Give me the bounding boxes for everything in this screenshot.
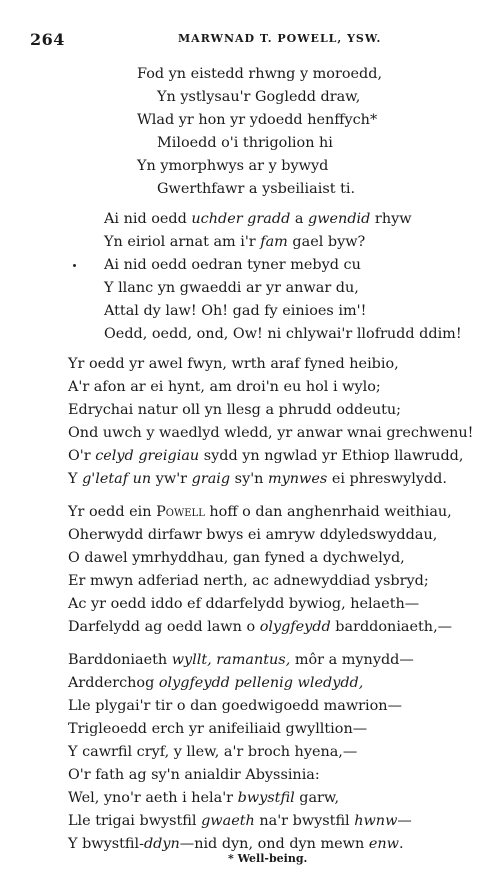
stanza2-line5: Attal dy law! Oh! gad fy einioes im'!: [104, 303, 367, 319]
stanza3-line3: Edrychai natur oll yn llesg a phrudd oddeutu;: [68, 402, 402, 418]
stanza1-line3: Wlad yr hon yr ydoedd henffych*: [137, 112, 378, 128]
stanza5-line8: Lle trigai bwystfil gwaeth na'r bwystfil hwnw—: [68, 813, 412, 829]
stanza2-line4: Y llanc yn gwaeddi ar yr anwar du,: [104, 280, 359, 296]
stanza4-line1: Yr oedd ein Powell hoff o dan anghenrhaid weithiau,: [68, 504, 452, 520]
stanza5-line3: Lle plygai'r tir o dan goedwigoedd mawrion—: [68, 698, 402, 714]
running-title: MARWNAD T. POWELL, YSW.: [178, 32, 382, 45]
stanza1-line1: Fod yn eistedd rhwng y moroedd,: [137, 66, 383, 82]
stanza2-line1: Ai nid oedd uchder gradd a gwendid rhyw: [104, 211, 412, 227]
stanza3-line6: Y g'letaf un yw'r graig sy'n mynwes ei phreswylydd.: [68, 471, 447, 487]
stanza2-line3: Ai nid oedd oedran tyner mebyd cu: [104, 257, 361, 273]
stanza5-line6: O'r fath ag sy'n anialdir Abyssinia:: [68, 767, 320, 783]
stanza3-line4: Ond uwch y waedlyd wledd, yr anwar wnai grechwenu!: [68, 425, 474, 441]
stanza3-line2: A'r afon ar ei hynt, am droi'n eu hol i wylo;: [68, 379, 381, 395]
stanza4-line6: Darfelydd ag oedd lawn o olygfeydd barddoniaeth,—: [68, 619, 453, 635]
stanza3-line5: O'r celyd greigiau sydd yn ngwlad yr Ethiop llawrudd,: [68, 448, 464, 464]
stanza1-line2: Yn ystlysau'r Gogledd draw,: [157, 89, 361, 105]
ink-speck: [73, 264, 76, 267]
stanza4-line3: O dawel ymrhyddhau, gan fyned a dychwelyd,: [68, 550, 405, 566]
stanza3-line1: Yr oedd yr awel fwyn, wrth araf fyned heibio,: [68, 356, 399, 372]
stanza2-line6: Oedd, oedd, ond, Ow! ni chlywai'r llofrudd ddim!: [104, 326, 462, 342]
stanza2-line2: Yn eiriol arnat am i'r fam gael byw?: [104, 234, 366, 250]
stanza5-line1: Barddoniaeth wyllt, ramantus, môr a mynydd—: [68, 652, 414, 668]
stanza1-line5: Yn ymorphwys ar y bywyd: [137, 158, 329, 174]
page-header: [30, 30, 450, 50]
stanza4-line4: Er mwyn adferiad nerth, ac adnewyddiad ysbryd;: [68, 573, 429, 589]
stanza5-line4: Trigleoedd erch yr anifeiliaid gwylltion—: [68, 721, 368, 737]
stanza4-line5: Ac yr oedd iddo ef ddarfelydd bywiog, helaeth—: [68, 596, 420, 612]
stanza5-line9: Y bwystfil-ddyn—nid dyn, ond dyn mewn enw.: [68, 836, 404, 852]
stanza1-line6: Gwerthfawr a ysbeiliaist ti.: [157, 181, 356, 197]
footnote: * Well-being.: [228, 852, 308, 865]
stanza4-line2: Oherwydd dirfawr bwys ei amryw ddyledswyddau,: [68, 527, 438, 543]
stanza5-line5: Y cawrfil cryf, y llew, a'r broch hyena,—: [68, 744, 358, 760]
stanza5-line2: Ardderchog olygfeydd pellenig wledydd,: [68, 675, 364, 691]
page-number: 264: [30, 30, 65, 49]
stanza5-line7: Wel, yno'r aeth i hela'r bwystfil garw,: [68, 790, 340, 806]
stanza1-line4: Miloedd o'i thrigolion hi: [157, 135, 333, 151]
